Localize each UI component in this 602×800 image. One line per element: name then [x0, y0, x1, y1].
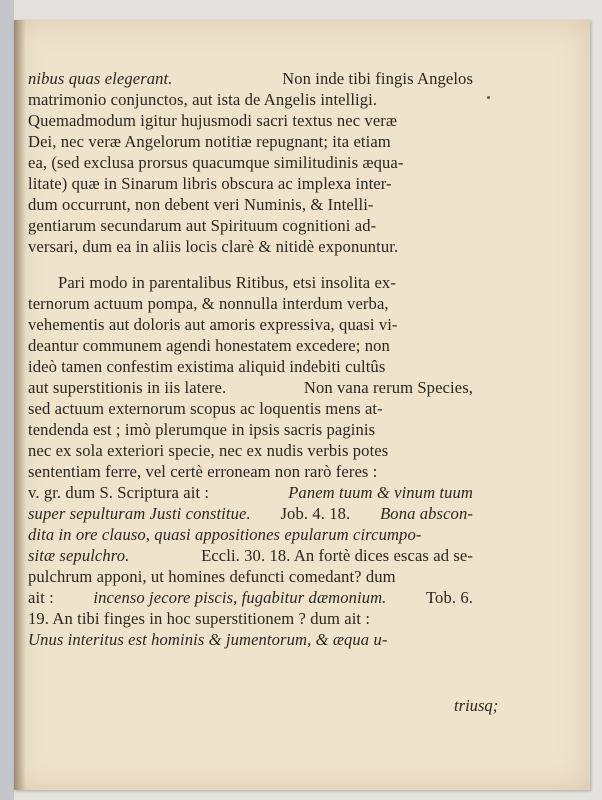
- text-segment: dum occurrunt, non debent veri Numinis, & Intelli-: [28, 195, 374, 214]
- text-line: [28, 335, 473, 356]
- text-segment: ternorum actuum pompa, & nonnulla interdum verba,: [28, 294, 389, 313]
- text-segment: aut superstitionis in iis latere.: [28, 378, 227, 397]
- text-line: [28, 173, 473, 194]
- gutter-shadow: [14, 20, 26, 790]
- text-segment-italic: super sepulturam Justi constitue.: [28, 504, 251, 523]
- text-segment-italic: sitæ sepulchro.: [28, 546, 130, 565]
- text-segment: pulchrum apponi, ut homines defuncti comedant? dum: [28, 567, 396, 586]
- text-segment: matrimonio conjunctos, aut ista de Angelis intelligi.: [28, 90, 378, 109]
- text-line: [28, 110, 473, 131]
- text-segment: Eccli. 30. 18. An fortè dices escas ad se-: [201, 546, 473, 565]
- text-line: [28, 398, 473, 419]
- text-segment: ait :: [28, 588, 54, 607]
- text-line: [28, 587, 473, 608]
- book-page: [14, 20, 590, 790]
- text-segment: Non inde tibi fingis Angelos: [282, 69, 473, 88]
- text-segment-italic: Bona abscon-: [380, 504, 473, 523]
- text-segment: Tob. 6.: [425, 588, 473, 607]
- text-line: [28, 419, 473, 440]
- text-line: [28, 524, 473, 545]
- text-segment: sententiam ferre, vel certè erroneam non rarò feres :: [28, 462, 378, 481]
- text-line: [28, 356, 473, 377]
- text-line: [28, 440, 473, 461]
- catchword: triusq;: [454, 696, 499, 715]
- text-line: [28, 215, 473, 236]
- text-segment: ea, (sed exclusa prorsus quacumque similitudinis æqua-: [28, 153, 404, 172]
- text-segment: 19. An tibi finges in hoc superstitionem ? dum ait :: [28, 609, 371, 628]
- text-segment: litate) quæ in Sinarum libris obscura ac implexa inter-: [28, 174, 392, 193]
- text-segment-italic: nibus quas elegerant.: [28, 69, 173, 88]
- text-line: [28, 68, 473, 89]
- text-line: [28, 545, 473, 566]
- text-segment-italic: incenso jecore piscis, fugabitur dæmonium.: [93, 588, 387, 607]
- body-text: [28, 68, 473, 650]
- text-segment: v. gr. dum S. Scriptura ait :: [28, 483, 210, 502]
- text-segment: ideò tamen confestim existima aliquid indebiti cultûs: [28, 357, 386, 376]
- text-line: [28, 272, 473, 293]
- text-segment-italic: Panem tuum & vinum tuum: [288, 483, 473, 502]
- text-segment-italic: dita in ore clauso, quasi appositiones epularum circumpo-: [28, 525, 422, 544]
- text-segment: gentiarum secundarum aut Spirituum cognitioni ad-: [28, 216, 377, 235]
- text-line: [28, 482, 473, 503]
- text-line: [28, 608, 473, 629]
- text-line: [28, 566, 473, 587]
- text-line: [28, 503, 473, 524]
- text-segment: vehementis aut doloris aut amoris expressiva, quasi vi-: [28, 315, 398, 334]
- text-line: [28, 194, 473, 215]
- text-line: [28, 236, 473, 257]
- text-segment: Dei, nec veræ Angelorum notitiæ repugnant; ita etiam: [28, 132, 391, 151]
- text-segment: Quemadmodum igitur hujusmodi sacri textus nec veræ: [28, 111, 398, 130]
- text-segment: Job. 4. 18.: [280, 504, 351, 523]
- ink-speck: [487, 96, 490, 99]
- text-segment: versari, dum ea in aliis locis clarè & nitidè exponuntur.: [28, 237, 399, 256]
- text-segment: sed actuum externorum scopus ac loquentis mens at-: [28, 399, 383, 418]
- text-segment: tendenda est ; imò plerumque in ipsis sacris paginis: [28, 420, 376, 439]
- text-line: [28, 131, 473, 152]
- text-line: [28, 461, 473, 482]
- text-segment: deantur communem agendi honestatem excedere; non: [28, 336, 390, 355]
- text-line: [28, 152, 473, 173]
- text-segment: nec ex sola exteriori specie, nec ex nudis verbis potes: [28, 441, 389, 460]
- scanner-bed-edge: [0, 0, 14, 800]
- text-segment: Non vana rerum Species,: [303, 378, 473, 397]
- text-segment: Pari modo in parentalibus Ritibus, etsi insolita ex-: [58, 273, 396, 292]
- text-line: [28, 293, 473, 314]
- text-line: [28, 377, 473, 398]
- text-line: [28, 314, 473, 335]
- text-segment-italic: Unus interitus est hominis & jumentorum, & æqua u-: [28, 630, 388, 649]
- text-line: [28, 89, 473, 110]
- text-line: [28, 629, 473, 650]
